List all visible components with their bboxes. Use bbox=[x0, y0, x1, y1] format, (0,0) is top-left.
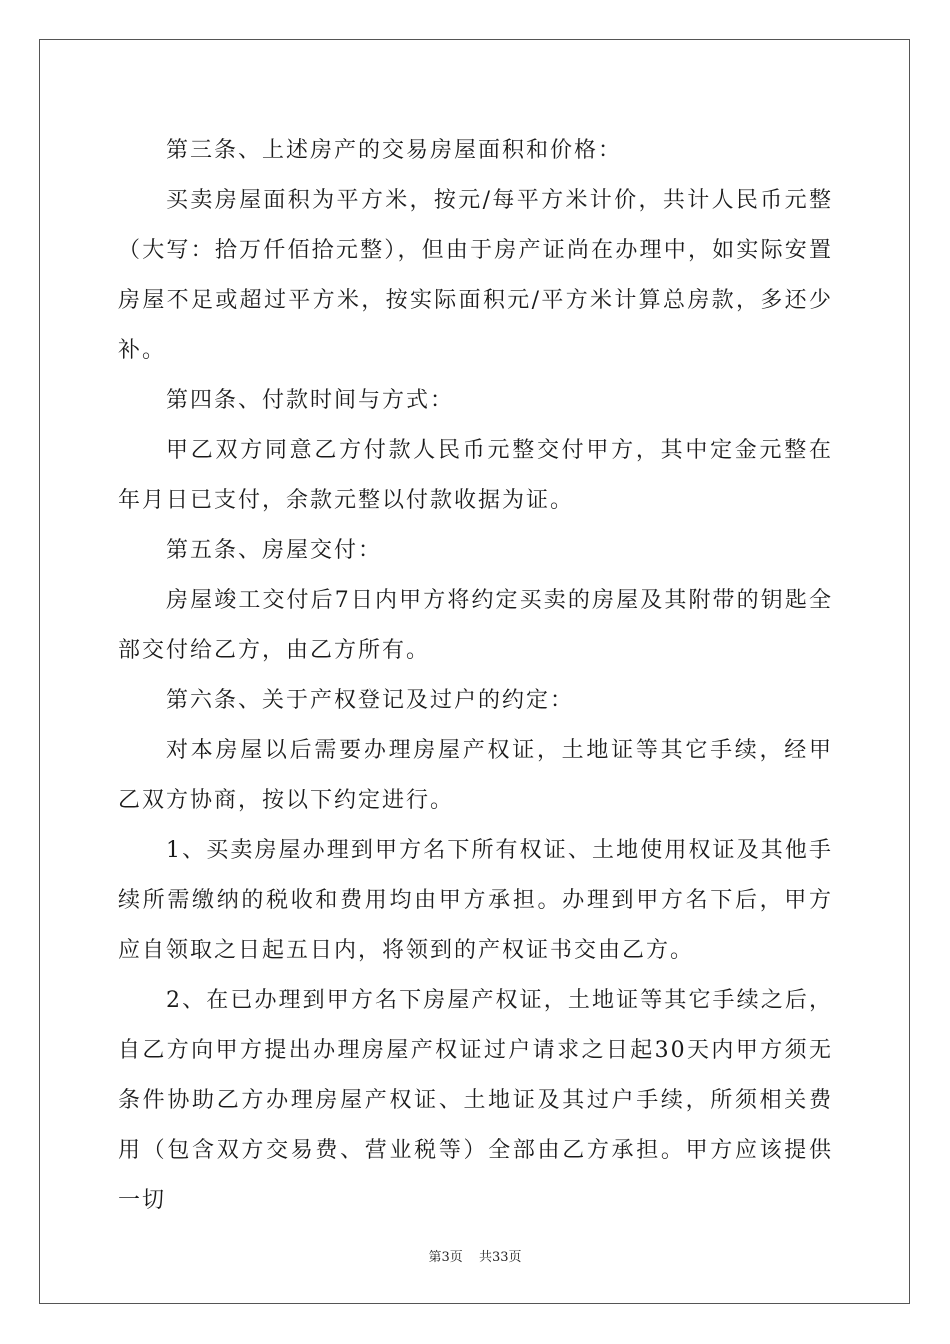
total-pages: 共33页 bbox=[478, 1250, 522, 1265]
clause-item-2: 2、在已办理到甲方名下房屋产权证，土地证等其它手续之后，自乙方向甲方提出办理房屋产权证过户请求之日起30天内甲方须无条件协助乙方办理房屋产权证、土地证及其过户手续，所须相关费用（包含双方交易费、营业税等）全部由乙方承担。甲方应该提供一切 bbox=[118, 988, 833, 1213]
clause-heading-5: 第五条、房屋交付： bbox=[166, 538, 383, 563]
clause-item-1: 1、买卖房屋办理到甲方名下所有权证、土地使用权证及其他手续所需缴纳的税收和费用均由甲方承担。办理到甲方名下后，甲方应自领取之日起五日内，将领到的产权证书交由乙方。 bbox=[118, 838, 833, 963]
document-body bbox=[118, 126, 833, 1226]
page-number: 第3页 bbox=[428, 1250, 463, 1265]
page-footer bbox=[0, 1246, 950, 1265]
clause-heading-6: 第六条、关于产权登记及过户的约定： bbox=[166, 688, 575, 713]
clause-heading-3: 第三条、上述房产的交易房屋面积和价格： bbox=[166, 138, 623, 163]
clause-paragraph: 对本房屋以后需要办理房屋产权证，土地证等其它手续，经甲乙双方协商，按以下约定进行。 bbox=[118, 738, 833, 813]
clause-paragraph: 房屋竣工交付后7日内甲方将约定买卖的房屋及其附带的钥匙全部交付给乙方，由乙方所有。 bbox=[118, 588, 833, 663]
clause-paragraph: 甲乙双方同意乙方付款人民币元整交付甲方，其中定金元整在年月日已支付，余款元整以付款收据为证。 bbox=[118, 438, 833, 513]
clause-paragraph: 买卖房屋面积为平方米，按元/每平方米计价，共计人民币元整（大写：拾万仟佰拾元整），但由于房产证尚在办理中，如实际安置房屋不足或超过平方米，按实际面积元/平方米计算总房款，多还少补。 bbox=[118, 188, 833, 363]
clause-heading-4: 第四条、付款时间与方式： bbox=[166, 388, 455, 413]
